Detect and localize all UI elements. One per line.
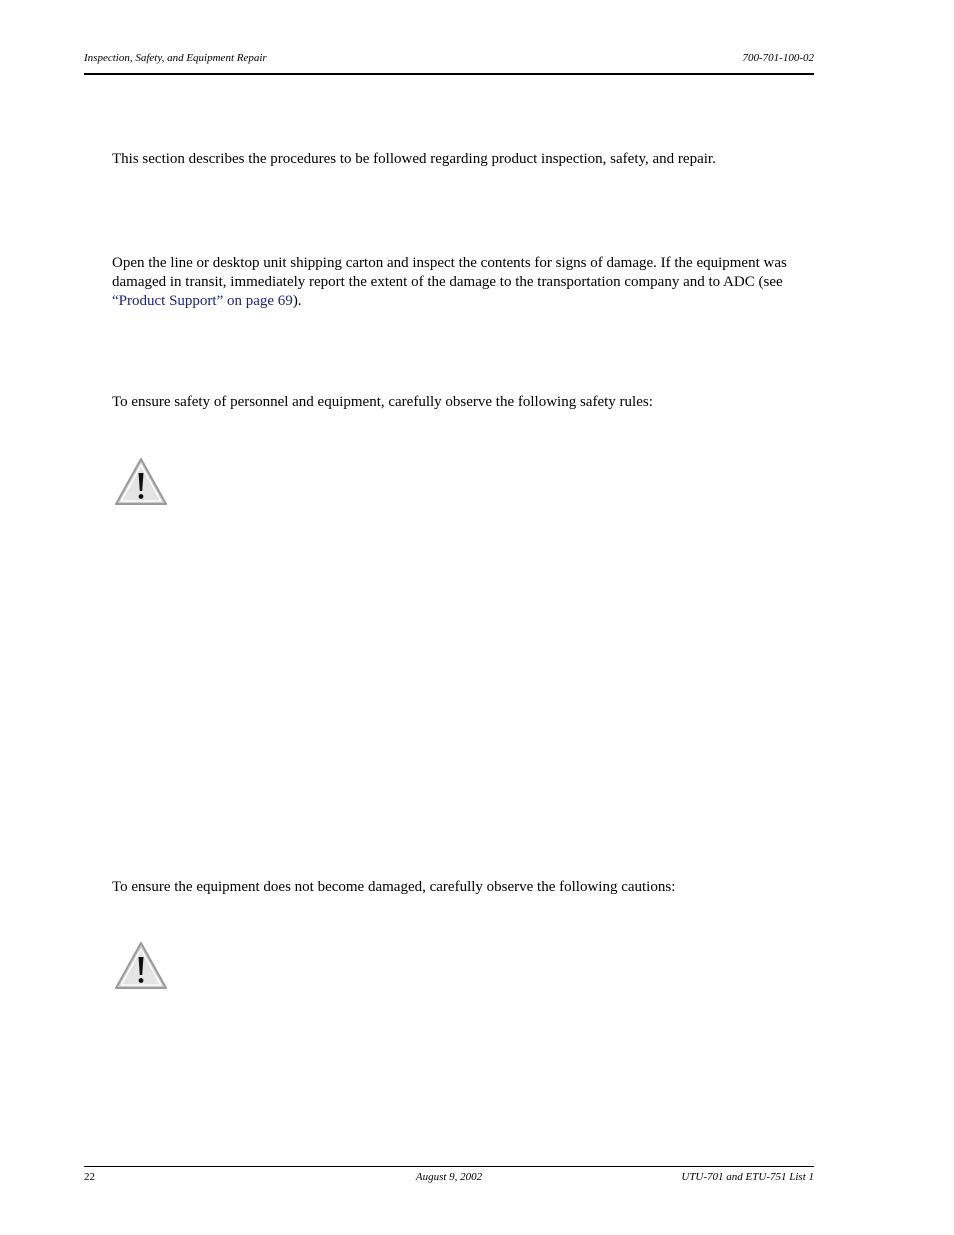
warning-triangle-icon (114, 941, 168, 991)
safety-paragraph: To ensure safety of personnel and equipment, carefully observe the following safety rules: (112, 394, 653, 410)
product-support-link[interactable]: “Product Support” on page 69 (112, 293, 293, 309)
inspection-text: Open the line or desktop unit shipping carton and inspect the contents for signs of damage. If the equipment was damaged in transit, immediately report the extent of the damage to the transportation company and to ADC (see (112, 255, 787, 290)
caution-paragraph: To ensure the equipment does not become damaged, carefully observe the following cautions: (112, 879, 676, 895)
footer-product: UTU-701 and ETU-751 List 1 (681, 1171, 814, 1183)
warning-triangle-icon (114, 457, 168, 507)
page-number: 22 (84, 1171, 95, 1183)
inspection-paragraph (112, 254, 812, 311)
inspection-end: ). (292, 293, 302, 309)
page-header (84, 52, 814, 70)
header-document-number: 700-701-100-02 (742, 52, 814, 64)
intro-paragraph: This section describes the procedures to be followed regarding product inspection, safety, and repair. (112, 151, 716, 167)
header-section-title: Inspection, Safety, and Equipment Repair (84, 52, 267, 64)
header-rule (84, 73, 814, 75)
footer-date: August 9, 2002 (415, 1171, 483, 1183)
footer-rule (84, 1166, 814, 1167)
page-footer (84, 1171, 814, 1189)
